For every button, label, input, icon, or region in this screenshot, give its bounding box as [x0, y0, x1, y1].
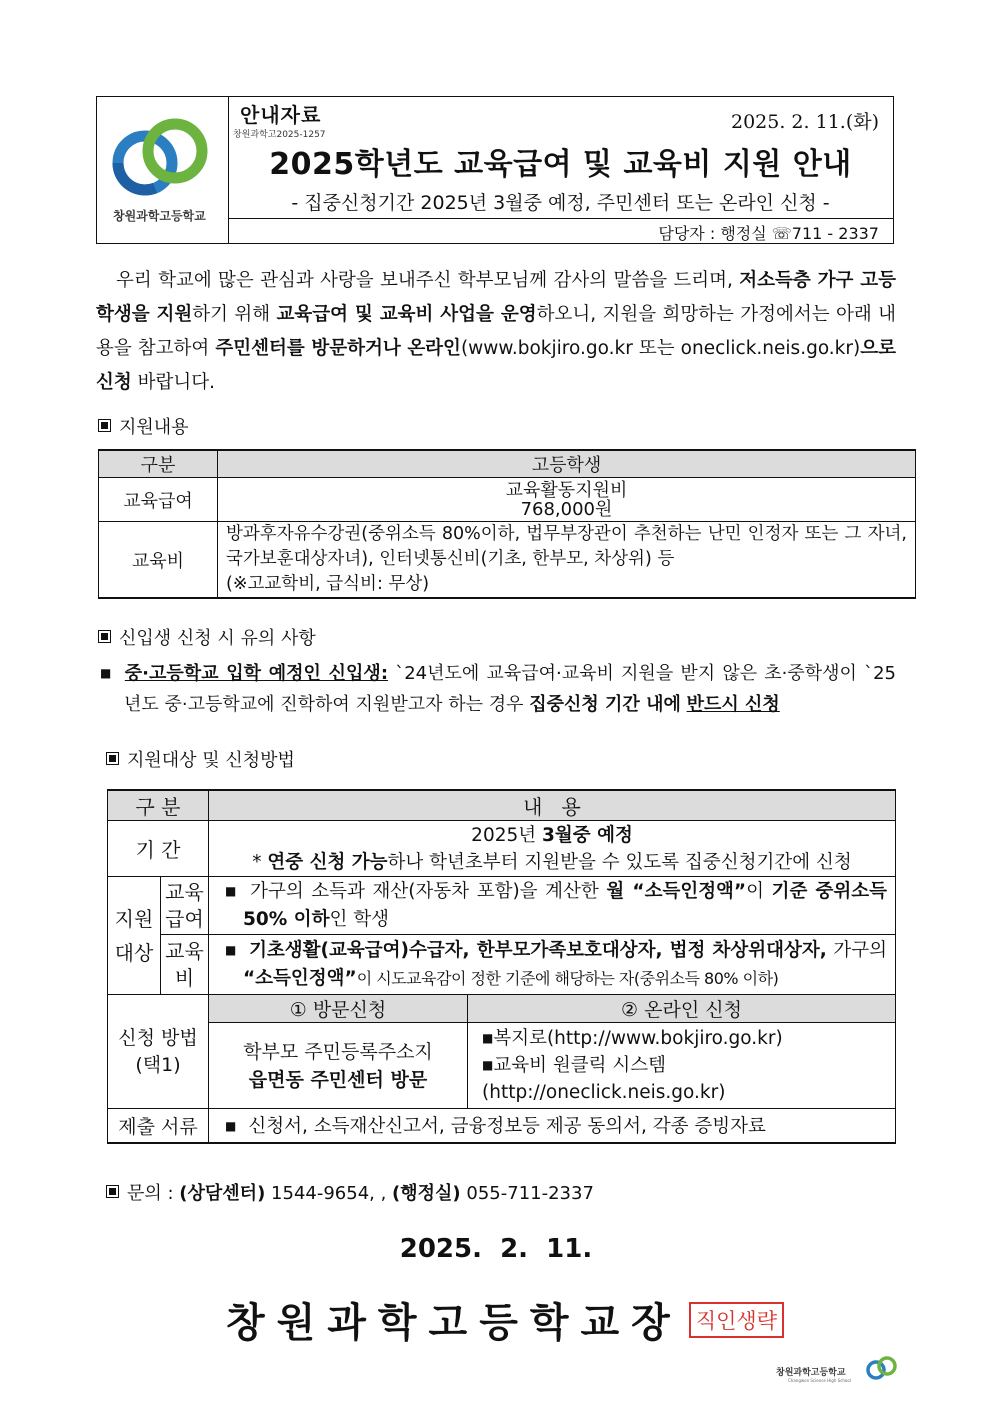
- row-label-method: 신청 방법 (택1): [108, 995, 209, 1109]
- intro-bold-4: 으로 신청: [96, 338, 896, 393]
- freshman-text-1: `24년도에 교육급여·교육비 지원을 받지 않은 초·중학생이 `25년도 중·고등학교에 진학하여 지원받고자 하는 경우: [124, 663, 897, 715]
- footer-logo-subtext: Changwon Science High School: [788, 1378, 851, 1383]
- support-content-table: [98, 449, 916, 599]
- edu-benefit-cell: [218, 478, 916, 522]
- eligibility-method-table: [107, 789, 896, 1144]
- sub-label-edu-benefit: 교육 급여: [160, 877, 208, 935]
- period-note: 하나 학년초부터 지원받을 수 있도록 집중신청기간에 신청: [387, 851, 852, 873]
- eb-bold-1: 월 “소득인정액”: [606, 881, 747, 902]
- row-label-period: 기 간: [108, 821, 209, 877]
- sub-label-edu-cost: 교육 비: [160, 935, 208, 995]
- section2-title: 신입생 신청 시 유의 사항: [119, 628, 316, 649]
- intro-text-5: 바랍니다.: [131, 372, 215, 393]
- freshman-bold-1: 집중신청 기간 내에: [529, 694, 681, 715]
- period-yearround: 연중 신청 가능: [267, 851, 388, 873]
- edu-cost-text: 방과후자유수강권(중위소득 80%이하, 법무부장관이 추천하는 난민 인정자 또는 그 자녀, 국가보훈대상자녀), 인터넷통신비(기초, 한부모, 차상위) 등: [226, 524, 907, 569]
- logo-text: 창원과학고등학교: [113, 209, 206, 223]
- row-label-edu-benefit: 교육급여: [99, 478, 218, 522]
- section3-heading: [106, 746, 295, 772]
- inquiry-label: 문의 :: [127, 1183, 180, 1204]
- method-online-header: ② 온라인 신청: [468, 995, 896, 1023]
- oneclick-link[interactable]: (http://oneclick.neis.go.kr): [482, 1082, 726, 1103]
- online-line-2: [482, 1052, 887, 1079]
- edu-cost-cell: [218, 522, 916, 599]
- docs-list: 신청서, 소득재산신고서, 금융정보등 제공 동의서, 각종 증빙자료: [248, 1116, 766, 1138]
- header-label: 안내자료: [240, 103, 322, 127]
- period-month: 3월중 예정: [542, 824, 633, 846]
- square-bullet-icon: [106, 752, 119, 765]
- bullet-icon: [225, 940, 249, 961]
- eb-text-1: 가구의 소득과 재산(자동차 포함)을 계산한: [250, 881, 607, 902]
- doc-subtitle: - 집중신청기간 2025년 3월중 예정, 주민센터 또는 온라인 신청 -: [291, 192, 830, 214]
- visit-method-cell: [209, 1023, 468, 1109]
- method-visit-header: ① 방문신청: [209, 995, 468, 1023]
- bullet-icon: [225, 1116, 248, 1137]
- doc-title: 2025학년도 교육급여 및 교육비 지원 안내: [269, 147, 852, 182]
- oneclick-system-label: 교육비 원클릭 시스템: [493, 1055, 666, 1076]
- freshman-label: 중·고등학교 입학 예정인 신입생:: [124, 663, 389, 684]
- row-label-target: 지원 대상: [108, 877, 161, 995]
- seal-omitted-stamp: 직인생략: [689, 1302, 784, 1338]
- visit-line-1: 학부모 주민등록주소지: [243, 1040, 433, 1063]
- school-logo-cell: [97, 97, 229, 243]
- online-line-1: [482, 1025, 887, 1052]
- section2-heading: [98, 624, 316, 650]
- intro-bold-2: 교육급여 및 교육비 사업을 운영: [276, 304, 537, 325]
- bullet-icon: [225, 881, 250, 902]
- contact-info: 담당자 : 행정실 ☏711 - 2337: [658, 224, 879, 243]
- bokjiro-link[interactable]: 복지로(http://www.bokjiro.go.kr): [493, 1028, 783, 1049]
- period-cell: [209, 821, 896, 877]
- square-bullet-icon: [106, 1185, 119, 1198]
- eb-bold-2: 기준 중위소득 50% 이하: [243, 881, 887, 930]
- inquiry-office-label: (행정실): [392, 1183, 461, 1204]
- intro-paragraph: [96, 264, 896, 400]
- ec-bold-2: “소득인정액”: [243, 968, 357, 989]
- principal-name: 창원과학고등학교장: [226, 1300, 682, 1346]
- col-header-category: 구 분: [108, 790, 209, 821]
- section1-heading: [98, 413, 189, 439]
- bullet-icon: [100, 663, 125, 684]
- ec-text-2: 이 시도교육감이 정한 기준에 해당하는 자(중위소득 80% 이하): [356, 969, 779, 988]
- online-method-cell: [468, 1023, 896, 1109]
- header-box: [96, 96, 894, 244]
- intro-text-1: 우리 학교에 많은 관심과 사랑을 보내주신 학부모님께 감사의 말씀을 드리며,: [116, 270, 740, 291]
- col-header-category: 구분: [99, 450, 218, 478]
- period-line-2: [217, 849, 887, 876]
- header-date: 2025. 2. 11.(화): [731, 111, 879, 133]
- edu-cost-note: (※고교학비, 급식비: 무상): [226, 574, 430, 594]
- period-year: 2025년: [471, 824, 543, 846]
- section1-title: 지원내용: [119, 417, 189, 438]
- inquiry-center-number: 1544-9654, ,: [265, 1183, 393, 1204]
- section3-title: 지원대상 및 신청방법: [127, 750, 295, 771]
- ec-bold-1: 기초생활(교육급여)수급자, 한부모가족보호대상자, 법정 차상위대상자,: [249, 940, 827, 961]
- period-line-1: [217, 822, 887, 849]
- intro-text-4: (www.bokjiro.go.kr 또는 oneclick.neis.go.kr): [460, 338, 861, 359]
- row-label-docs: 제출 서류: [108, 1109, 209, 1143]
- header-divider: [228, 218, 893, 219]
- ec-text-1: 가구의: [826, 940, 888, 961]
- bullet-icon: ■: [482, 1058, 494, 1072]
- intro-text-3: 하오니, 지원을 희망하는 가정에서는 아래 내용을 참고하여: [96, 304, 897, 359]
- edu-benefit-target: [209, 877, 896, 935]
- footer-logo-text: 창원과학고등학교: [776, 1368, 846, 1378]
- footer-logo: [776, 1354, 900, 1390]
- col-header-highschool: 고등학생: [218, 450, 916, 478]
- col-header-content: 내 용: [209, 790, 896, 821]
- square-bullet-icon: [98, 419, 111, 432]
- edu-cost-target: [209, 935, 896, 995]
- intro-text-2: 하기 위해: [192, 304, 277, 325]
- edu-benefit-item: 교육활동지원비: [505, 479, 628, 501]
- freshman-notice: [100, 658, 896, 720]
- visit-line-2: 읍면동 주민센터 방문: [248, 1068, 428, 1091]
- period-asterisk: *: [252, 851, 268, 873]
- intro-bold-1: 저소득층 가구 고등학생을 지원: [96, 270, 896, 325]
- row-label-edu-cost: 교육비: [99, 522, 218, 599]
- inquiry-office-number: 055-711-2337: [460, 1183, 594, 1204]
- inquiry-center-label: (상담센터): [179, 1183, 266, 1204]
- docs-cell: [209, 1109, 896, 1143]
- principal-signature-line: [226, 1291, 784, 1348]
- freshman-bold-2: 반드시 신청: [686, 694, 780, 715]
- square-bullet-icon: [98, 630, 111, 643]
- school-logo-icon: [105, 113, 215, 213]
- footer-date: 2025. 2. 11.: [399, 1234, 593, 1264]
- eb-text-3: 인 학생: [329, 909, 389, 930]
- doc-number: 창원과학고2025-1257: [233, 130, 326, 140]
- intro-bold-3: 주민센터를 방문하거나 온라인: [215, 338, 461, 359]
- edu-benefit-amount: 768,000원: [520, 498, 613, 520]
- eb-text-2: 이: [746, 881, 772, 902]
- inquiry-line: [106, 1179, 594, 1205]
- bullet-icon: ■: [482, 1031, 494, 1045]
